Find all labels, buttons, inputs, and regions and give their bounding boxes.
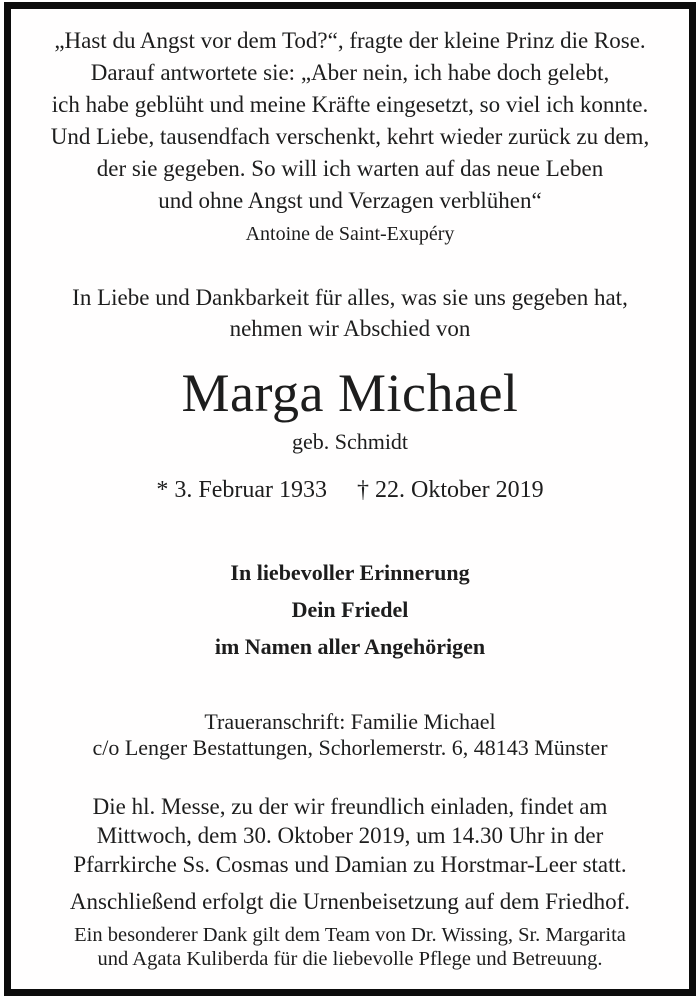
service-line: Die hl. Messe, zu der wir freundlich einladen, findet am bbox=[92, 794, 608, 819]
quote-line: ich habe geblüht und meine Kräfte eingesetzt, so viel ich konnte. bbox=[51, 92, 649, 117]
thanks-text bbox=[11, 923, 689, 971]
obituary-card bbox=[4, 2, 696, 996]
memorial-line: im Namen aller Angehörigen bbox=[214, 634, 486, 659]
quote-line: der sie gegeben. So will ich warten auf das neue Leben bbox=[96, 156, 604, 181]
memorial-line: In liebevoller Erinnerung bbox=[230, 560, 470, 585]
service-line: Mittwoch, dem 30. Oktober 2019, um 14.30 Uhr in der bbox=[96, 823, 604, 848]
maiden-name: geb. Schmidt bbox=[291, 429, 409, 454]
burial-info: Anschließend erfolgt die Urnenbeisetzung auf dem Friedhof. bbox=[69, 889, 631, 914]
birth-date: * 3. Februar 1933 bbox=[156, 477, 327, 503]
mourning-address bbox=[11, 709, 689, 761]
death-date: † 22. Oktober 2019 bbox=[356, 477, 544, 503]
intro-text bbox=[11, 282, 689, 344]
service-line: Pfarrkirche Ss. Cosmas und Damian zu Horstmar-Leer statt. bbox=[73, 852, 627, 877]
memorial-text bbox=[11, 554, 689, 665]
intro-line: nehmen wir Abschied von bbox=[229, 316, 471, 341]
address-line: c/o Lenger Bestattungen, Schorlemerstr. 6, 48143 Münster bbox=[92, 735, 608, 760]
service-info bbox=[11, 792, 689, 879]
quote-line: „Hast du Angst vor dem Tod?“, fragte der kleine Prinz die Rose. bbox=[54, 28, 646, 53]
quote-attribution: Antoine de Saint-Exupéry bbox=[245, 223, 455, 245]
opening-quote bbox=[11, 25, 689, 217]
life-dates bbox=[11, 476, 689, 504]
thanks-line: und Agata Kuliberda für die liebevolle Pflege und Betreuung. bbox=[97, 948, 603, 970]
quote-line: und ohne Angst und Verzagen verblühen“ bbox=[158, 188, 542, 213]
memorial-line: Dein Friedel bbox=[291, 597, 409, 622]
address-line: Traueranschrift: Familie Michael bbox=[204, 709, 496, 734]
thanks-line: Ein besonderer Dank gilt dem Team von Dr. Wissing, Sr. Margarita bbox=[74, 924, 626, 946]
intro-line: In Liebe und Dankbarkeit für alles, was sie uns gegeben hat, bbox=[72, 285, 628, 310]
quote-line: Und Liebe, tausendfach verschenkt, kehrt wieder zurück zu dem, bbox=[50, 124, 650, 149]
quote-line: Darauf antwortete sie: „Aber nein, ich habe doch gelebt, bbox=[90, 60, 610, 85]
deceased-name: Marga Michael bbox=[181, 363, 519, 423]
